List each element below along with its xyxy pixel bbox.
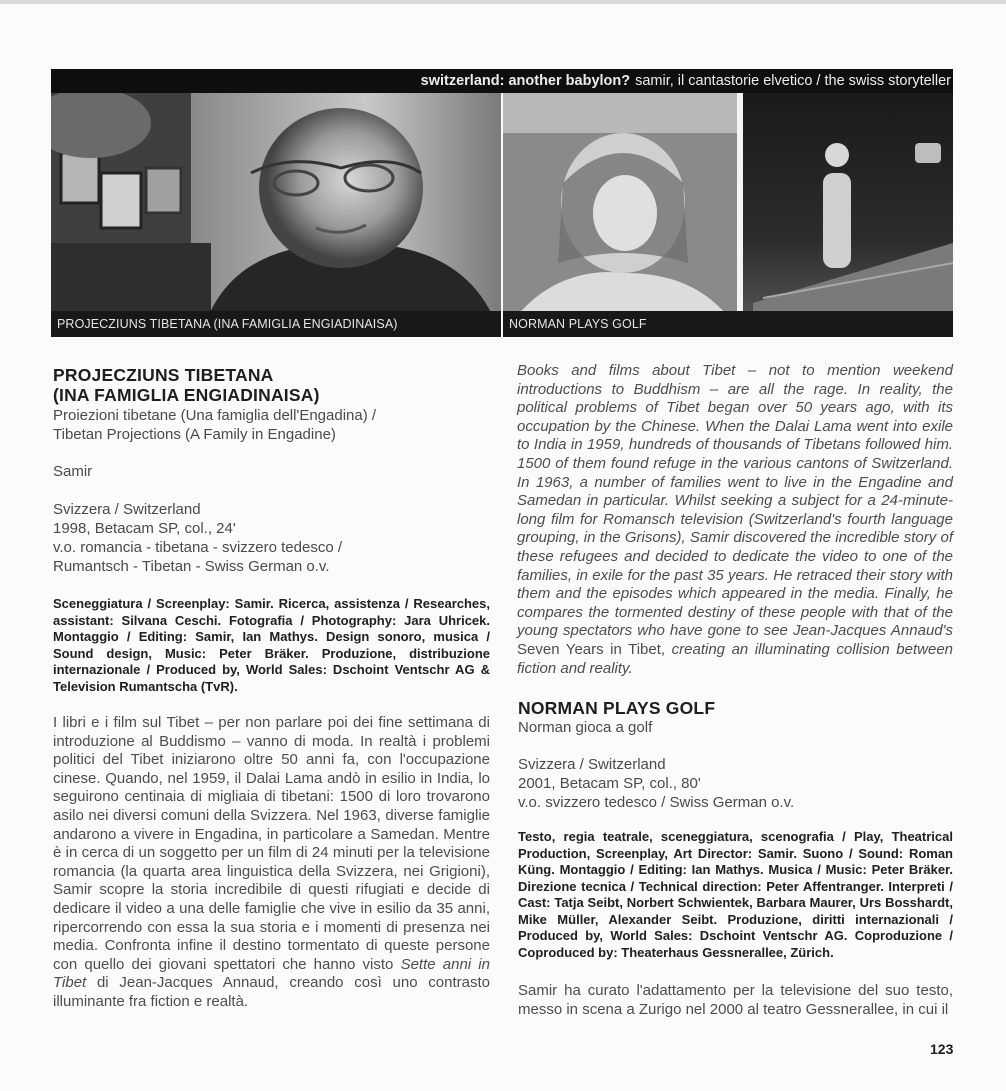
- film1-italian-text-end: di Jean-Jacques Annaud, creando così uno contrasto illuminante fra fiction e realtà.: [53, 974, 490, 1010]
- top-rule: [0, 0, 1006, 4]
- photo-norman: [503, 93, 953, 337]
- film1-english-text-end: creating an illuminating collision between fiction and reality.: [517, 640, 954, 677]
- film1-title-line1: PROJECZIUNS TIBETANA: [53, 365, 274, 385]
- film2-specs: 2001, Betacam SP, col., 80': [518, 775, 701, 792]
- photo-caption-left: PROJECZIUNS TIBETANA (INA FAMIGLIA ENGIADINAISA): [51, 311, 501, 337]
- film1-title-line2: (INA FAMIGLIA ENGIADINAISA): [53, 385, 320, 405]
- norman-plays-golf-image: [503, 93, 953, 337]
- film1-director: Samir: [53, 463, 93, 480]
- film2-language: v.o. svizzero tedesco / Swiss German o.v.: [518, 794, 795, 811]
- film2-subtitle: Norman gioca a golf: [518, 719, 653, 736]
- film1-language-line1: v.o. romancia - tibetana - svizzero tedesco /: [53, 539, 343, 556]
- film1-english-text-main: Books and films about Tibet – not to mention weekend introductions to Buddhism – are all the rage. In reality, the political problems of Tibet began over 50 years ago, with its occupation by the Chinese. When the Dalai Lama went into exile to India in 1959, hundreds of thousands of Tibetans followed him. 1500 of them found refuge in the various cantons of Switzerland. In 1963, a number of families went to live in the Engadine and Samedan in particular. Whilst seeking a subject for a 24-minute-long film for Romansch television (Switzerland's fourth language grouping, in the Grisons), Samir discovered the incredible story of these refugees and decided to dedicate the video to one of the families, in exile for the past 35 years. He retraced their story with them and the episodes which appeared in the media. Finally, he compares the tormented destiny of these people with that of the young spectators who have gone to see Jean-Jacques Annaud's: [517, 362, 953, 640]
- film1-subtitle-line2: Tibetan Projections (A Family in Engadine): [53, 426, 336, 443]
- film1-english-film-ref: Seven Years in Tibet,: [517, 640, 666, 658]
- section-subtitle: samir, il cantastorie elvetico / the swiss storyteller: [635, 73, 951, 89]
- photo-caption-right: NORMAN PLAYS GOLF: [503, 311, 953, 337]
- film1-language-line2: Rumantsch - Tibetan - Swiss German o.v.: [53, 558, 330, 575]
- film1-subtitle-line1: Proiezioni tibetane (Una famiglia dell'Engadina) /: [53, 407, 377, 424]
- film2-title: NORMAN PLAYS GOLF: [518, 698, 716, 718]
- film1-country: Svizzera / Switzerland: [53, 501, 201, 518]
- tibetan-man-image: [51, 93, 501, 337]
- film2-credits: Testo, regia teatrale, sceneggiatura, scenografia / Play, Theatrical Production, Screenplay, Art Director: Samir. Suono / Sound: Roman Küng. Montaggio / Editing: Ian Mathys. Musica / Music: Peter Bräker. Direzione tecnica / Technical direction: Peter Affentranger. Interpreti / Cast: Tatja Seibt, Norbert Schwientek, Barbara Maurer, Urs Bosshardt, Mike Müller, Alexander Seibt. Produzione, diritti internazionali / Produced by, World Sales: Dschoint Ventschr AG. Coproduzione / Coproduced by: Theaterhaus Gessnerallee, Zürich.: [518, 829, 953, 960]
- page-number: 123: [930, 1041, 954, 1057]
- film1-italian-text: [53, 714, 490, 1012]
- film2-italian-text: Samir ha curato l'adattamento per la televisione del suo testo, messo in scena a Zurigo nel 2000 al teatro Gessnerallee, in cui il: [518, 982, 953, 1018]
- film1-credits: Sceneggiatura / Screenplay: Samir. Ricerca, assistenza / Researches, assistant: Silvana Ceschi. Fotografia / Photography: Jara Uhricek. Montaggio / Editing: Samir, Ian Mathys. Design sonoro, musica / Sound design, Music: Peter Bräker. Produzione, distribuzione internazionale / Produced by, World Sales: Dschoint Ventschr AG & Television Rumantscha (TvR).: [53, 596, 490, 694]
- section-header: [51, 69, 953, 93]
- film1-english-text: [517, 362, 953, 678]
- film2-country: Svizzera / Switzerland: [518, 756, 666, 773]
- film1-italian-text-main: I libri e i film sul Tibet – per non parlare poi dei fine settimana di introduzione al Buddismo – vanno di moda. In realtà i problemi politici del Tibet iniziarono oltre 50 anni fa, con l'occupazione cinese. Quando, nel 1959, il Dalai Lama andò in esilio in India, lo seguirono centinaia di migliaia di tibetani: 1500 di loro trovarono asilo nei diversi comuni della Svizzera. Nel 1963, diverse famiglie andarono a vivere in Engadina, in particolare a Samedan. Mentre è in cerca di un soggetto per un film di 24 minuti per la televisione romancia (la quarta area linguistica della Svizzera, nei Grigioni), Samir scopre la storia incredibile di questi rifugiati e decide di dedicare il video a una delle famiglie che vive in esilio da 35 anni, ripercorrendo con essa la sua storia e i momenti di presenza nei media. Confronta infine il destino tormentato di queste persone con quello dei giovani spettatori che hanno visto: [53, 714, 490, 973]
- section-title: switzerland: another babylon?: [420, 73, 631, 89]
- film1-italian-film-ref: Sette anni in Tibet: [53, 955, 490, 992]
- photo-projeczions: [51, 93, 501, 337]
- film1-specs: 1998, Betacam SP, col., 24': [53, 520, 236, 537]
